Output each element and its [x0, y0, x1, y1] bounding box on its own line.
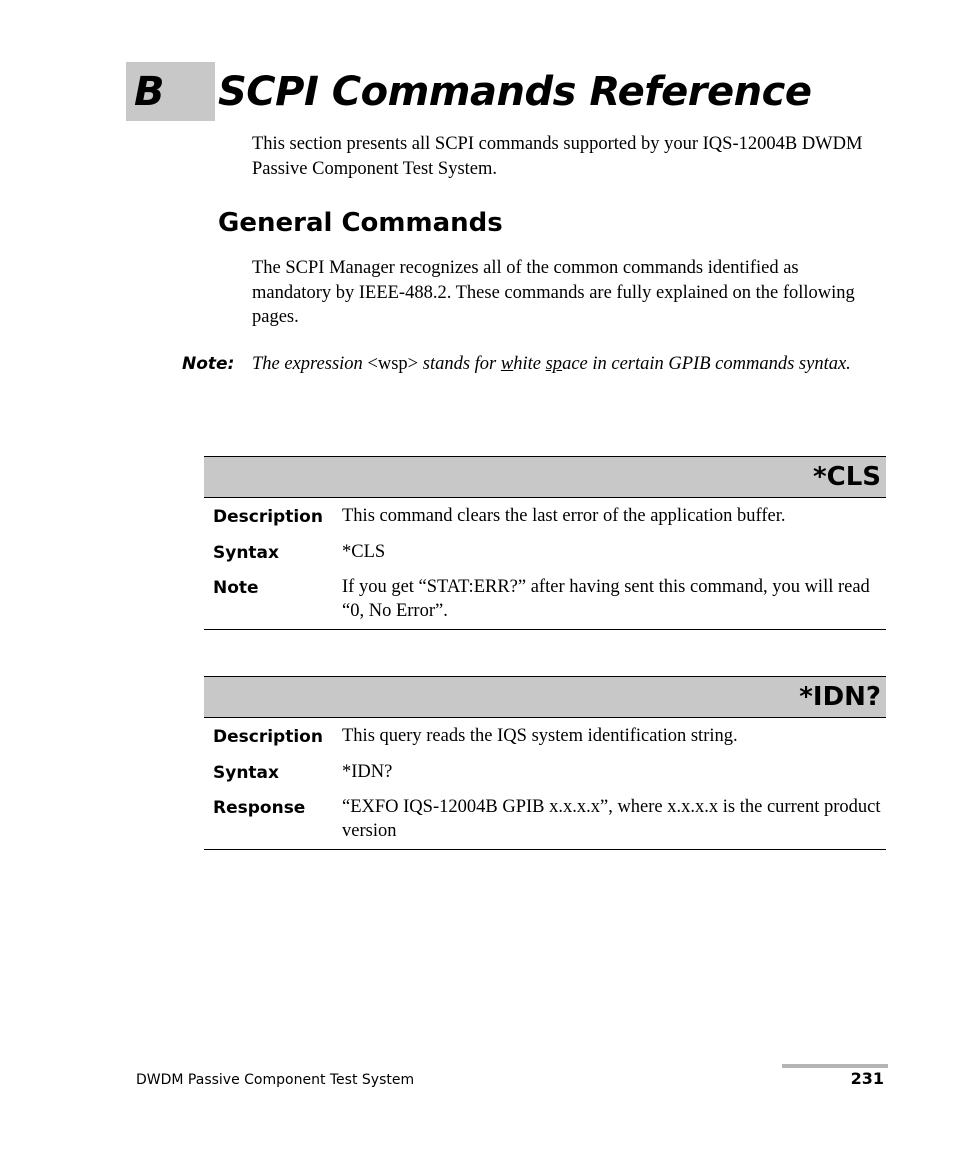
footer-title: DWDM Passive Component Test System	[136, 1072, 415, 1088]
row-value: *CLS	[342, 541, 386, 562]
row-value: “EXFO IQS-12004B GPIB x.x.x.x”, where x.x.x.x is the current product version	[342, 797, 881, 841]
command-row-description	[204, 725, 886, 749]
command-row-syntax	[204, 541, 886, 565]
row-value: This query reads the IQS system identification string.	[342, 726, 738, 746]
chapter-title: SCPI Commands Reference	[218, 69, 812, 115]
row-label: Description	[213, 727, 323, 747]
command-table-cls	[204, 456, 886, 630]
general-commands-paragraph: The SCPI Manager recognizes all of the common commands identified as mandatory by IEEE-488.2. These commands are fully explained on the following pages.	[252, 258, 855, 327]
table-bottom-rule	[204, 843, 886, 850]
section-heading-general-commands: General Commands	[218, 208, 503, 238]
row-value: *IDN?	[342, 761, 393, 782]
command-row-description	[204, 505, 886, 529]
row-value: If you get “STAT:ERR?” after having sent this command, you will read “0, No Error”.	[342, 577, 870, 621]
row-value: This command clears the last error of the application buffer.	[342, 506, 786, 526]
table-bottom-rule	[204, 623, 886, 630]
row-label: Syntax	[213, 542, 279, 563]
command-header: *IDN?	[204, 676, 886, 718]
chapter-letter: B	[134, 69, 165, 115]
command-row-note	[204, 576, 886, 623]
row-label: Note	[213, 578, 259, 598]
command-table-idn	[204, 676, 886, 850]
intro-paragraph: This section presents all SCPI commands supported by your IQS-12004B DWDM Passive Component Test System.	[252, 134, 863, 179]
footer-rule	[782, 1064, 888, 1068]
note-label: Note:	[182, 354, 235, 374]
row-label: Response	[213, 798, 306, 818]
command-row-syntax	[204, 761, 886, 785]
row-label: Description	[213, 507, 323, 527]
page-number: 231	[850, 1069, 884, 1088]
command-row-response	[204, 796, 886, 843]
row-label: Syntax	[213, 762, 279, 783]
command-header: *CLS	[204, 456, 886, 498]
note-text: The expression <wsp> stands for white space in certain GPIB commands syntax.	[252, 354, 851, 374]
